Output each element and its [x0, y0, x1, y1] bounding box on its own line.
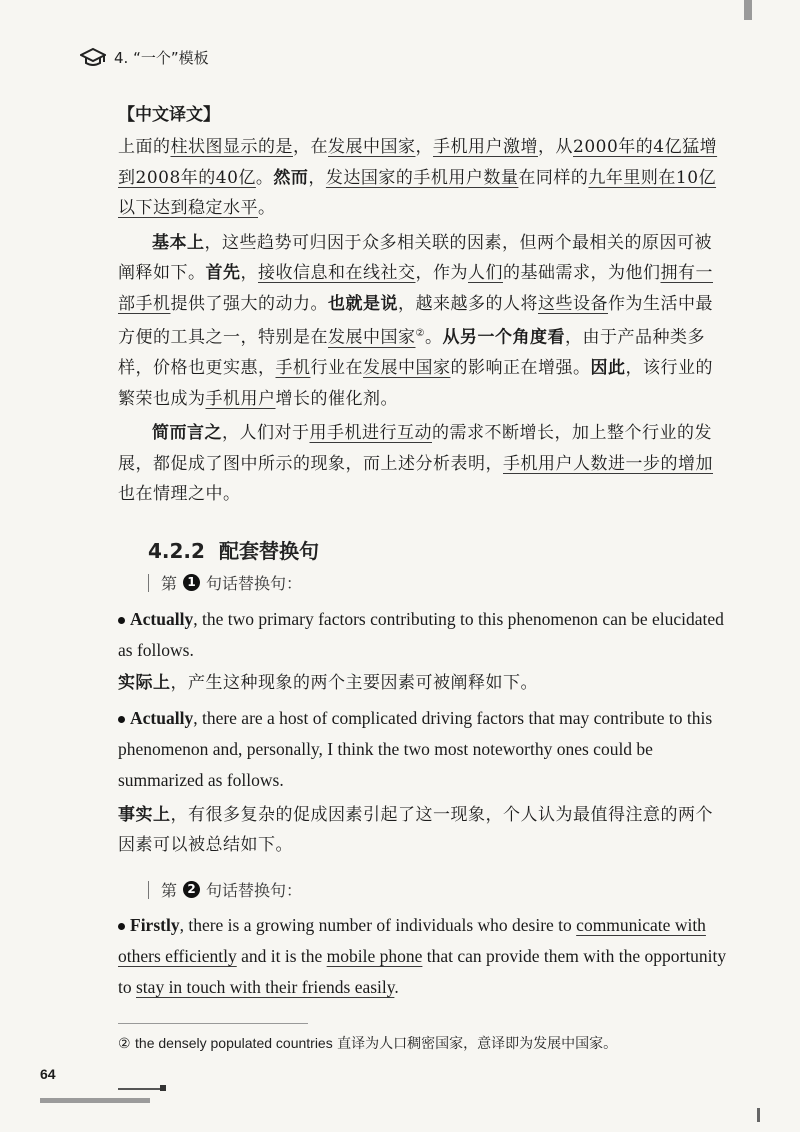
example-2-chinese: 事实上，有很多复杂的促成因素引起了这一现象，个人认为最值得注意的两个因素可以被总结如下。: [118, 804, 713, 855]
example-1-english: Actually, the two primary factors contributing to this phenomenon can be elucidated as follows.: [118, 609, 724, 660]
header-section-title: 4. “一个”模板: [114, 48, 209, 67]
section-number: 4.2.2: [148, 539, 205, 563]
section-title: 配套替换句: [218, 539, 319, 563]
example-3-english: Firstly, there is a growing number of individuals who desire to communicate with others efficiently and it is the mobile phone that can provide them with the opportunity to stay in touch with their friends easily.: [118, 915, 727, 997]
number-badge-1: 1: [183, 574, 200, 591]
example-2-english: Actually, there are a host of complicated driving factors that may contribute to this phenomenon and, personally, I think the two most noteworthy ones could be summarized as follows.: [118, 707, 713, 790]
footnote-reference: ②: [415, 328, 425, 339]
sentence-2-examples: [118, 910, 728, 1003]
footer-rule: [118, 1088, 162, 1090]
footnote-divider: [118, 1023, 308, 1024]
bullet-icon: [118, 923, 125, 930]
footnote-mark: ②: [118, 1036, 131, 1052]
page-edge-mark: [757, 1108, 760, 1122]
example-1-chinese: 实际上，产生这种现象的两个主要因素可被阐释如下。: [118, 673, 538, 693]
bullet-icon: [118, 617, 125, 624]
footer-dot: [160, 1085, 166, 1091]
bullet-icon: [118, 716, 125, 723]
translation-paragraph-2: 基本上，这些趋势可归因于众多相关联的因素，但两个最相关的原因可被阐释如下。首先，接收信息和在线社交，作为人们的基础需求，为他们拥有一部手机提供了强大的动力。也就是说，越来越多的人将这些设备作为生活中最方便的工具之一，特别是在发展中国家②。从另一个角度看，由于产品种类多样，价格也更实惠，手机行业在发展中国家的影响正在增强。因此，该行业的繁荣也成为手机用户增长的催化剂。: [118, 232, 713, 409]
sentence-2-label: 第 2 句话替换句：: [148, 878, 302, 901]
label-bar: [148, 574, 149, 592]
footnote-chinese: 直译为人口稠密国家，意译即为发展中国家。: [332, 1036, 618, 1052]
running-header: [80, 42, 209, 72]
sentence-1-label: 第 1 句话替换句：: [148, 571, 302, 594]
number-badge-2: 2: [183, 881, 200, 898]
page-corner-mark: [744, 0, 752, 20]
footnote: [118, 1033, 738, 1053]
sentence-1-examples: [118, 604, 728, 861]
translation-label: 【中文译文】: [118, 105, 220, 125]
footer-bar: [40, 1098, 150, 1103]
label-bar: [148, 881, 149, 899]
footnote-english: the densely populated countries: [135, 1035, 333, 1051]
section-heading: [148, 535, 333, 564]
translation-paragraph-1: 上面的柱状图显示的是，在发展中国家，手机用户激增，从2000年的4亿猛增到2008年的40亿。然而，发达国家的手机用户数量在同样的九年里则在10亿以下达到稳定水平。: [118, 137, 718, 218]
translation-block: [118, 100, 728, 510]
graduation-cap-icon: [80, 46, 106, 68]
translation-paragraph-3: 简而言之，人们对于用手机进行互动的需求不断增长，加上整个行业的发展，都促成了图中所示的现象，而上述分析表明，手机用户人数进一步的增加也在情理之中。: [118, 423, 713, 505]
page-number: 64: [40, 1066, 56, 1082]
